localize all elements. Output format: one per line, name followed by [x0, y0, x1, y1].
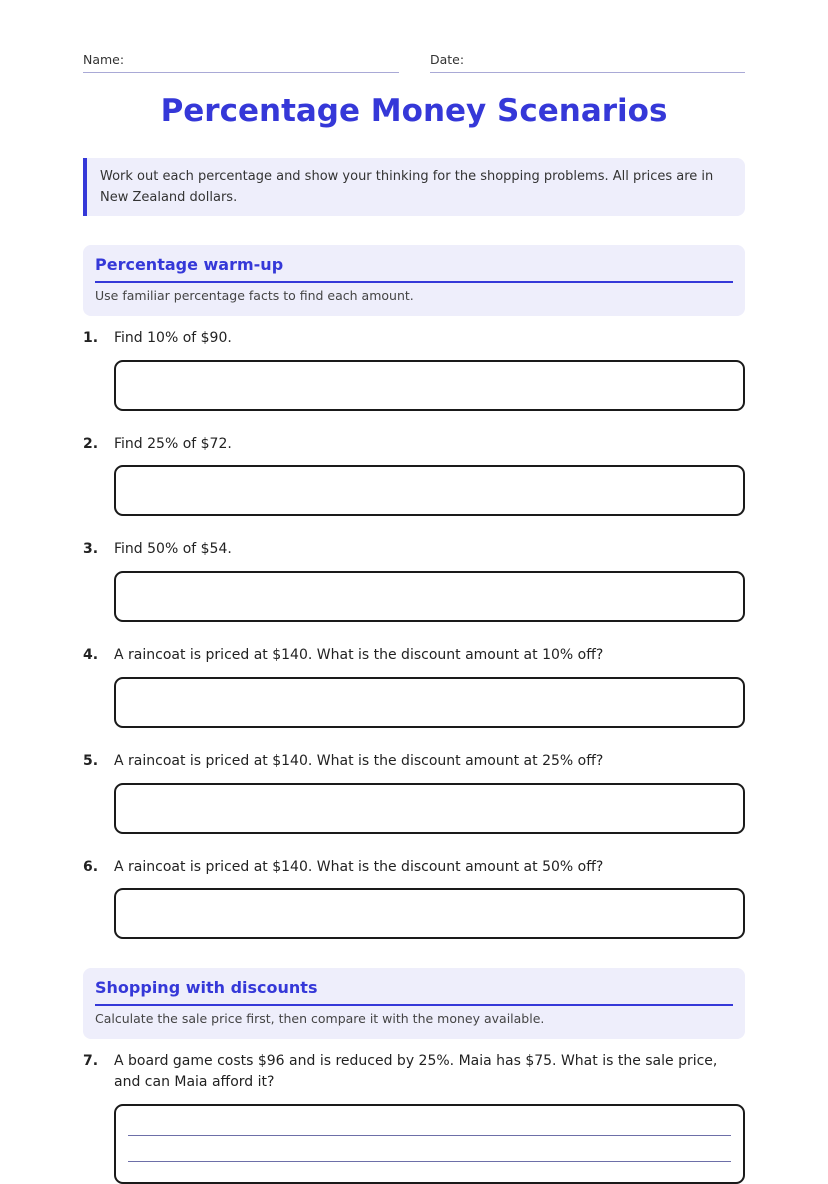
section-title: Percentage warm-up: [95, 255, 284, 274]
date-field[interactable]: [430, 52, 745, 67]
section-divider: [95, 281, 733, 283]
date-label: Date:: [430, 52, 465, 67]
answer-box[interactable]: [114, 888, 745, 939]
question-number: 3.: [83, 541, 99, 557]
section-divider: [95, 1004, 733, 1006]
question-text: A raincoat is priced at $140. What is the discount amount at 50% off?: [114, 859, 604, 875]
question-text: Find 50% of $54.: [114, 541, 232, 557]
section-title: Shopping with discounts: [95, 978, 318, 997]
question-number: 7.: [83, 1053, 99, 1069]
question-text: A raincoat is priced at $140. What is the discount amount at 25% off?: [114, 753, 604, 769]
instructions-box: Work out each percentage and show your thinking for the shopping problems. All prices are in New Zealand dollars.: [83, 158, 745, 216]
name-label: Name:: [83, 52, 125, 67]
page-title: Percentage Money Scenarios: [160, 93, 668, 129]
answer-box[interactable]: [114, 677, 745, 728]
name-field[interactable]: [83, 52, 399, 67]
answer-box[interactable]: [114, 571, 745, 622]
answer-box[interactable]: [114, 783, 745, 834]
section-subtitle: Use familiar percentage facts to find each amount.: [95, 288, 414, 303]
question-number: 1.: [83, 330, 99, 346]
answer-box[interactable]: [114, 1104, 745, 1184]
section-shopping-with-discounts: [83, 968, 745, 1039]
question-text: Find 10% of $90.: [114, 330, 232, 346]
question-text: Find 25% of $72.: [114, 436, 232, 452]
writing-line: [128, 1135, 731, 1136]
question-number: 4.: [83, 647, 99, 663]
date-line: [430, 72, 745, 73]
writing-line: [128, 1161, 731, 1162]
section-subtitle: Calculate the sale price first, then compare it with the money available.: [95, 1011, 545, 1026]
section-percentage-warm-up: [83, 245, 745, 316]
name-line: [83, 72, 399, 73]
answer-box[interactable]: [114, 465, 745, 516]
answer-box[interactable]: [114, 360, 745, 411]
question-number: 2.: [83, 436, 99, 452]
question-number: 5.: [83, 753, 99, 769]
question-text: A board game costs $96 and is reduced by 25%. Maia has $75. What is the sale price, and can Maia afford it?: [114, 1053, 718, 1090]
question-text: A raincoat is priced at $140. What is the discount amount at 10% off?: [114, 647, 604, 663]
question-number: 6.: [83, 859, 99, 875]
